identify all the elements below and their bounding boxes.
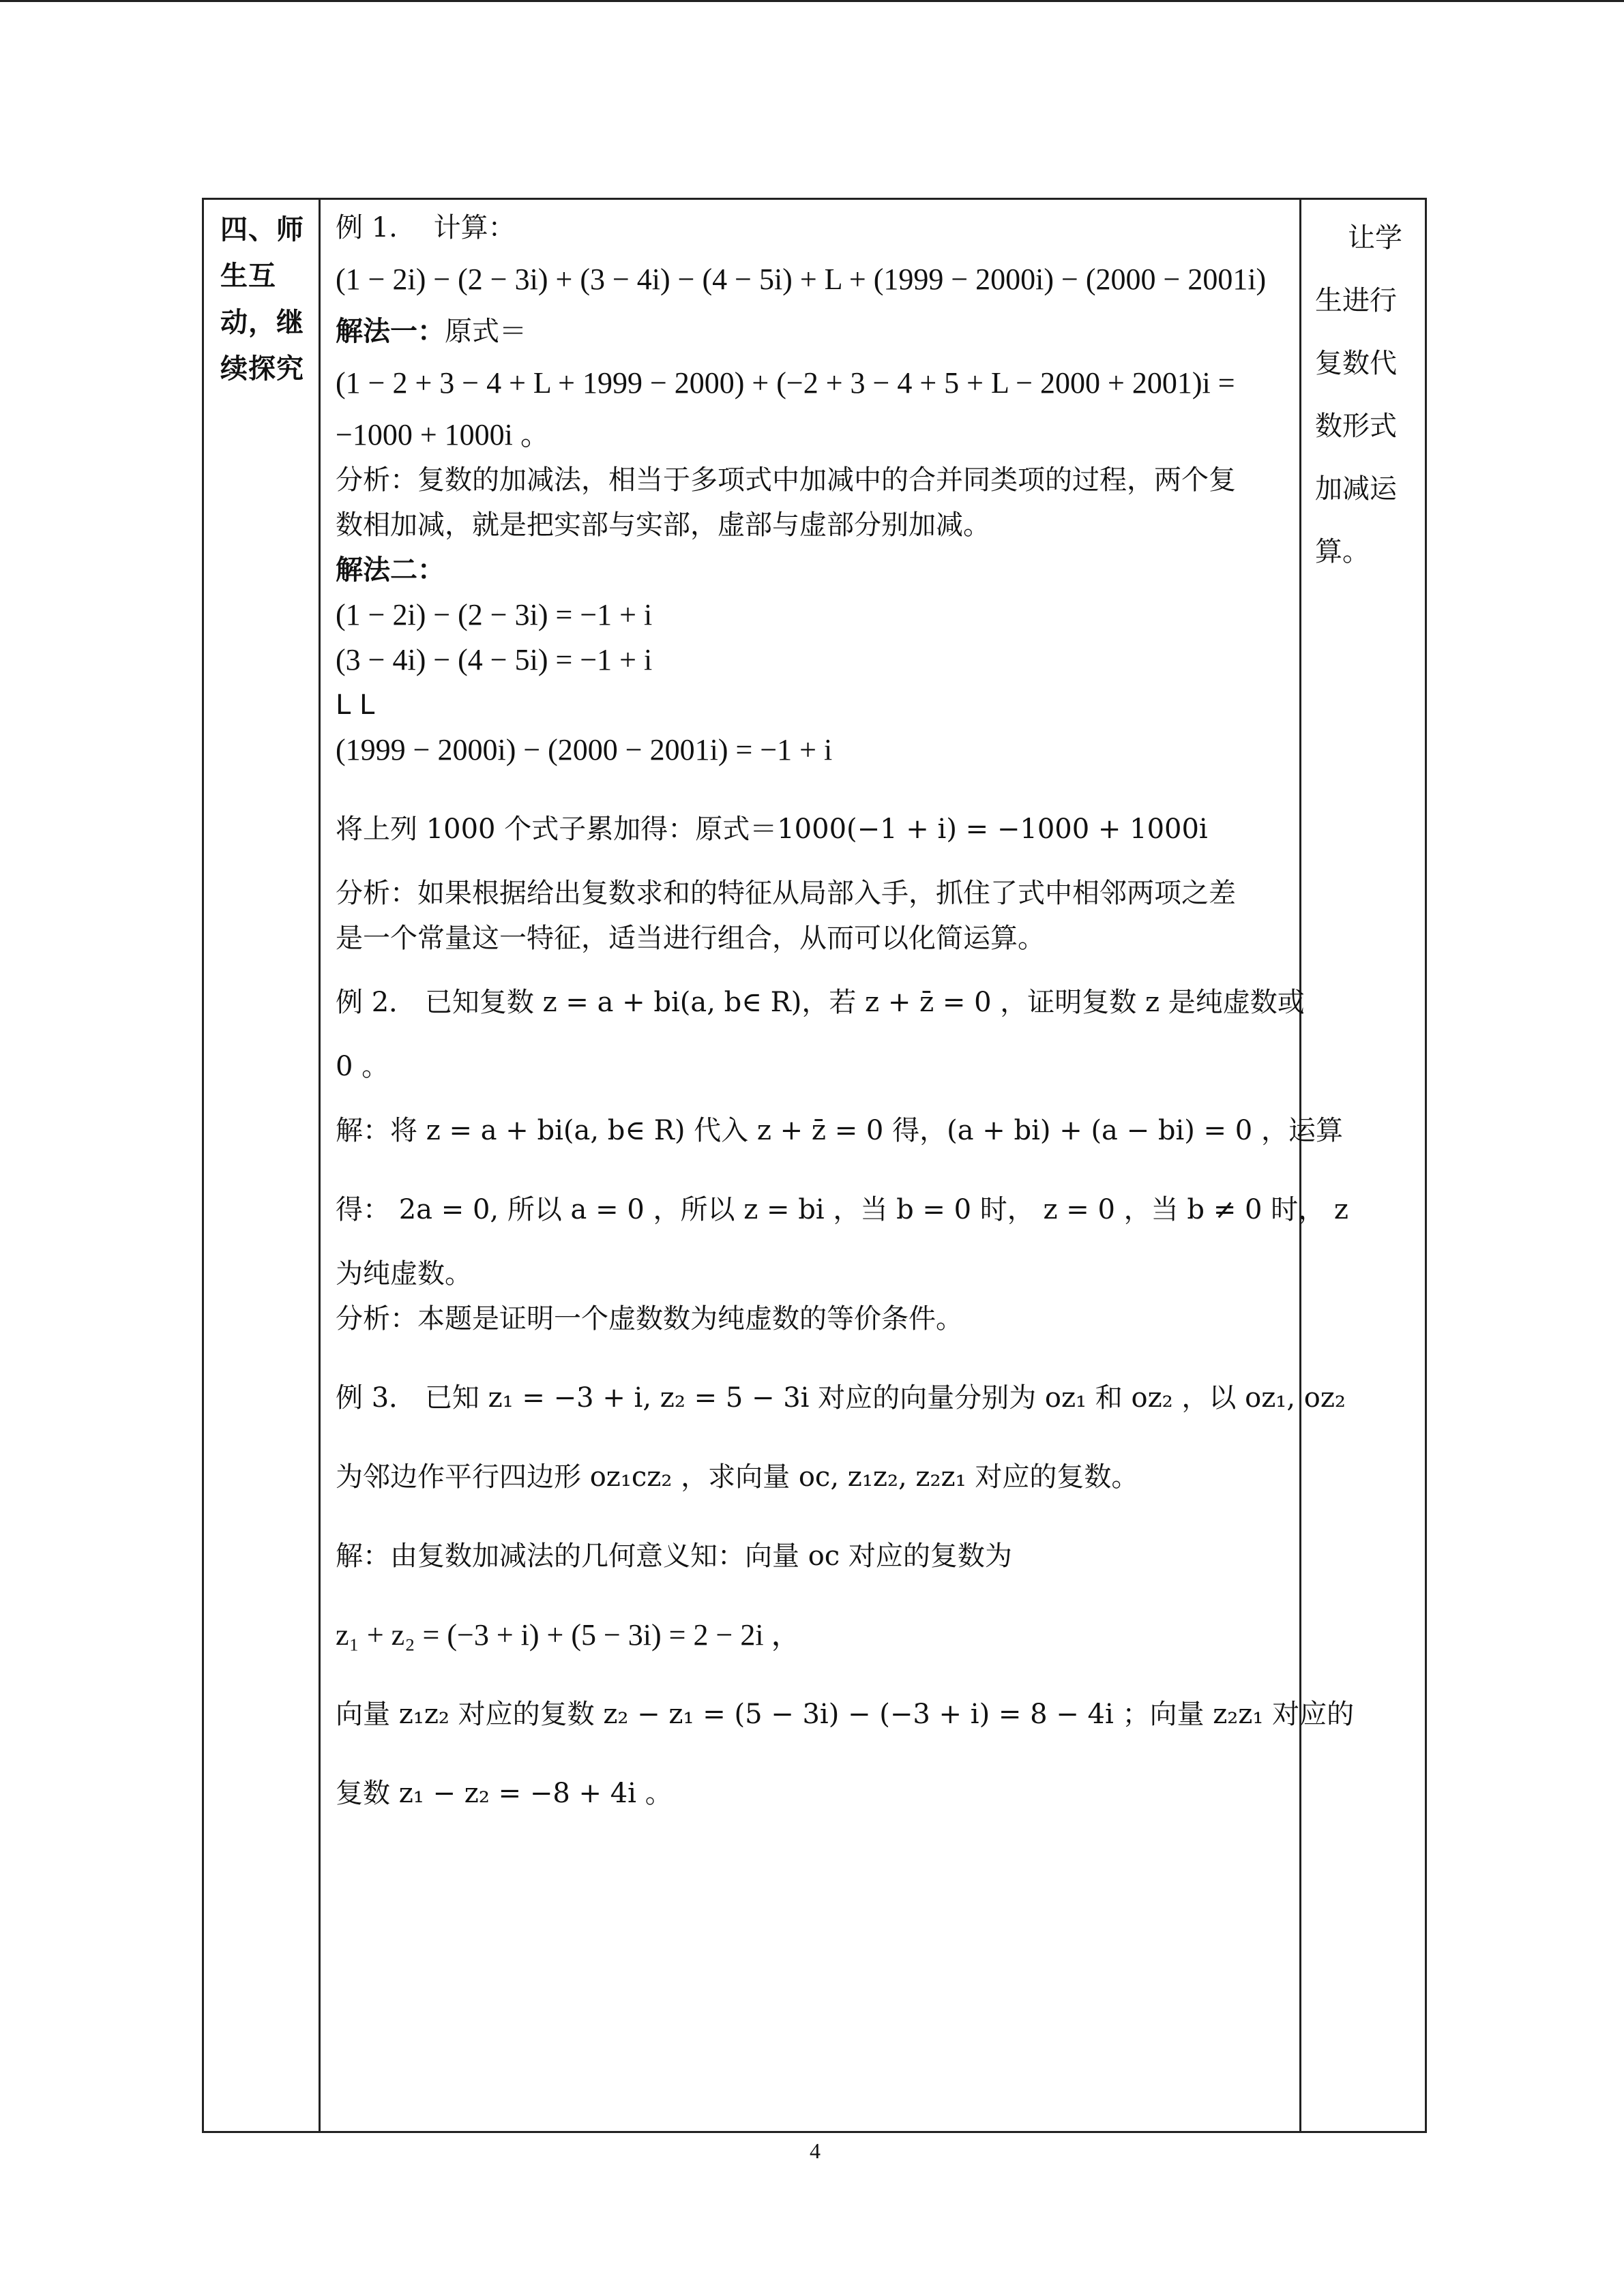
example-3-solution-4: 复数 z₁ − z₂ = −8 + 4i 。 <box>336 1778 673 1809</box>
content-cell <box>320 199 1355 2132</box>
stage-line: 四、师 <box>220 214 304 245</box>
note-line: 算。 <box>1315 536 1370 567</box>
stage-line: 动，继 <box>220 307 304 338</box>
example-3-line-1: 例 3． 已知 z₁ = −3 + i, z₂ = 5 − 3i 对应的向量分别为 oz₁ 和 oz₂ ，以 oz₁, oz₂ <box>336 1382 1346 1414</box>
note-line: 让学 <box>1348 222 1402 254</box>
solution-1-result: −1000 + 1000i 。 <box>336 418 550 451</box>
stage-line: 生互 <box>220 260 276 292</box>
example-1-title: 例 1. 计算： <box>336 212 516 243</box>
solution-2-label: 解法二： <box>336 554 445 586</box>
lesson-content <box>321 200 1355 1816</box>
teaching-note <box>1301 200 1425 583</box>
example-2-line-1: 例 2． 已知复数 z = a + bi(a, b∈ R)，若 z + z̄ = 0 ，证明复数 z 是纯虚数或 <box>336 987 1305 1018</box>
example-3-solution-3: 向量 z₁z₂ 对应的复数 z₂ − z₁ = (5 − 3i) − (−3 + i) = 8 − 4i ；向量 z₂z₁ 对应的 <box>336 1699 1355 1730</box>
solution-2-equation-2: (3 − 4i) − (4 − 5i) = −1 + i <box>336 643 653 676</box>
stage-title <box>204 200 319 392</box>
note-line: 数形式 <box>1315 411 1397 442</box>
example-2-solution-2: 得： 2a = 0, 所以 a = 0 ，所以 z = bi ，当 b = 0 时， z = 0 ，当 b ≠ 0 时， z <box>336 1194 1348 1225</box>
analysis-2-line-2: 是一个常量这一特征，适当进行组合，从而可以化简运算。 <box>336 923 1045 954</box>
lesson-table <box>202 198 1427 2133</box>
top-rule <box>0 0 1624 2</box>
note-line: 加减运 <box>1315 473 1397 505</box>
solution-1-text: 原式＝ <box>445 316 527 347</box>
note-line: 生进行 <box>1315 285 1397 316</box>
stage-line: 续探究 <box>220 353 304 385</box>
solution-2-equation-1: (1 − 2i) − (2 − 3i) = −1 + i <box>336 598 653 631</box>
example-2-line-2: 0 。 <box>336 1051 389 1082</box>
table-row <box>203 199 1426 2132</box>
solution-1-expression: (1 − 2 + 3 − 4 + L + 1999 − 2000) + (−2 + 3 − 4 + 5 + L − 2000 + 2001)i = <box>336 366 1235 400</box>
analysis-2-line-1: 分析：如果根据给出复数求和的特征从局部入手，抓住了式中相邻两项之差 <box>336 878 1236 909</box>
analysis-3: 分析：本题是证明一个虚数数为纯虚数的等价条件。 <box>336 1303 963 1335</box>
solution-2-ellipsis: L L <box>336 689 375 721</box>
solution-1-heading <box>336 309 1287 354</box>
example-2-solution-1: 解：将 z = a + bi(a, b∈ R) 代入 z + z̄ = 0 得，(a + bi) + (a − bi) = 0 ，运算 <box>336 1115 1343 1146</box>
analysis-1-line-2: 数相加减，就是把实部与实部，虚部与虚部分别加减。 <box>336 509 990 541</box>
sum-line: 将上列 1000 个式子累加得：原式＝1000(−1 + i) = −1000 + 1000i <box>336 814 1208 845</box>
note-cell <box>1301 199 1426 2132</box>
note-line: 复数代 <box>1315 348 1397 379</box>
example-3-line-2: 为邻边作平行四边形 oz₁cz₂ ，求向量 oc, z₁z₂, z₂z₁ 对应的复数。 <box>336 1461 1139 1493</box>
solution-2-equation-3: (1999 − 2000i) − (2000 − 2001i) = −1 + i <box>336 733 833 766</box>
stage-cell <box>203 199 320 2132</box>
example-3-solution-1: 解：由复数加减法的几何意义知：向量 oc 对应的复数为 <box>336 1540 1012 1572</box>
example-1-expression: (1 − 2i) − (2 − 3i) + (3 − 4i) − (4 − 5i) + L + (1999 − 2000i) − (2000 − 2001i) <box>336 263 1267 296</box>
analysis-1-line-1: 分析：复数的加减法，相当于多项式中加减中的合并同类项的过程，两个复 <box>336 464 1236 496</box>
example-2-solution-3: 为纯虚数。 <box>336 1258 472 1289</box>
page-number: 4 <box>810 2138 821 2163</box>
solution-1-label: 解法一： <box>336 316 445 347</box>
example-3-solution-2: z₁ + z₂ = (−3 + i) + (5 − 3i) = 2 − 2i ， <box>336 1618 801 1652</box>
